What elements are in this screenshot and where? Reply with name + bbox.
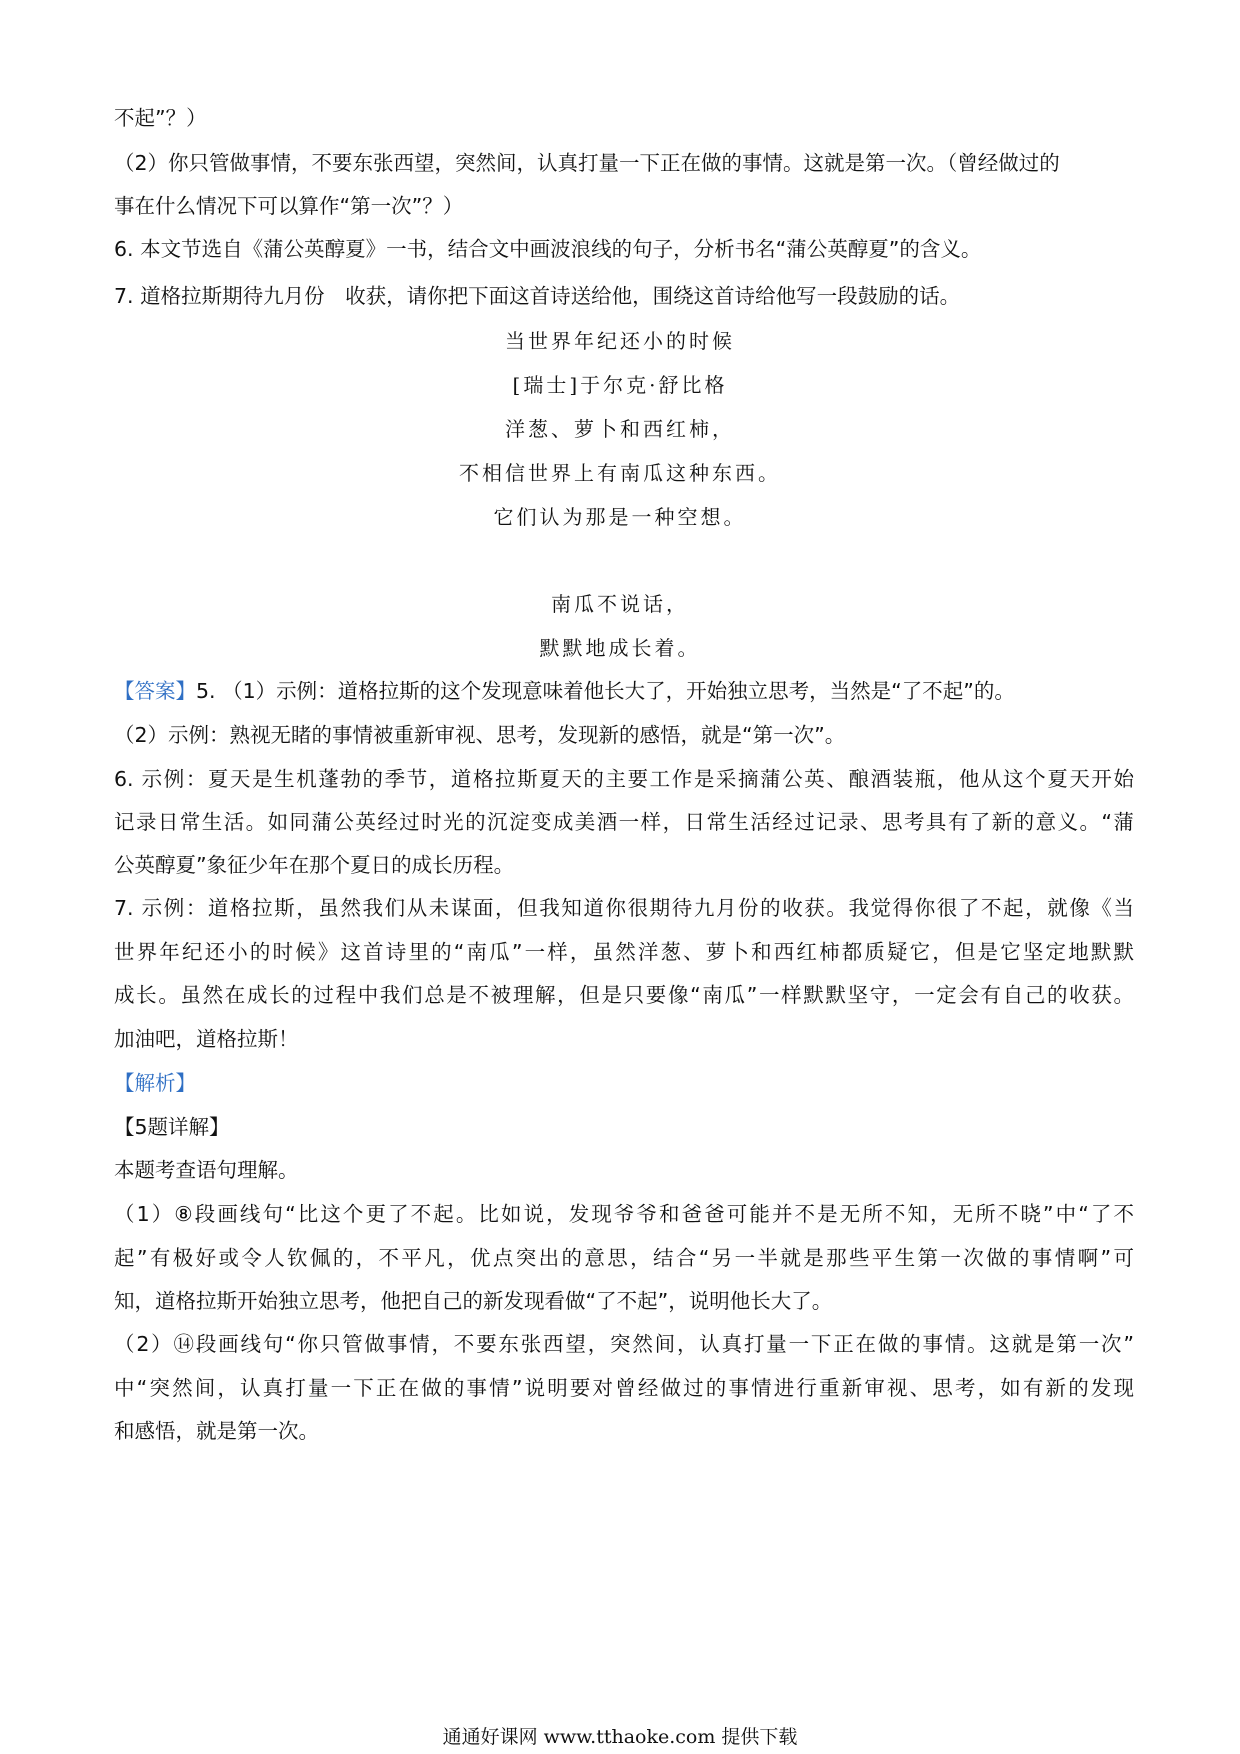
q6-dotted-char-3: 线	[591, 237, 612, 261]
q6-question-pre: 6. 本文节选自《蒲公英醇夏》一书，结合文中画	[114, 237, 551, 261]
analysis-p1-line: 知，道格拉斯开始独立思考，他把自己的新发现看做“了不起”，说明他长大了。	[114, 1289, 833, 1313]
poem-line: 不相信世界上有南瓜这种东西。	[459, 461, 781, 485]
answer-5-1	[114, 676, 1134, 706]
analysis-q5-title: 【5题详解】	[114, 1115, 230, 1139]
answer-7-line: 成长。虽然在成长的过程中我们总是不被理解，但是只要像“南瓜”一样默默坚守，一定会有自己的收获。	[114, 983, 1134, 1007]
answer-5-2: （2）示例：熟视无睹的事情被重新审视、思考，发现新的感悟，就是“第一次”。	[114, 723, 846, 747]
poem-line: 洋葱、萝卜和西红柿，	[505, 417, 735, 441]
poem-line: 默默地成长着。	[539, 636, 701, 660]
q5-question-tail: 不起”？）	[114, 106, 207, 130]
answer-7-line: 7. 示例：道格拉斯，虽然我们从未谋面，但我知道你很期待九月份的收获。我觉得你很了不起，就像《当	[114, 896, 1134, 920]
poem-title: 当世界年纪还小的时候	[505, 329, 735, 353]
poem-line: 它们认为那是一种空想。	[493, 505, 747, 529]
analysis-label: 【解析】	[114, 1071, 196, 1095]
q5-2-question-line1: （2）你只管做事情，不要东张西望，突然间，认真打量一下正在做的事情。这就是第一次。（曾经做过的	[114, 151, 1060, 175]
answer-7-line: 加油吧，道格拉斯！	[114, 1027, 299, 1051]
q6-question	[114, 234, 1134, 264]
analysis-p2-line: （2）⑭段画线句“你只管做事情，不要东张西望，突然间，认真打量一下正在做的事情。这就是第一次”	[114, 1332, 1134, 1356]
q6-dotted-char-1: 波	[550, 237, 571, 261]
analysis-p2-line: 中“突然间，认真打量一下正在做的事情”说明要对曾经做过的事情进行重新审视、思考，如有新的发现	[114, 1376, 1134, 1400]
analysis-p1-line: （1）⑧段画线句“比这个更了不起。比如说，发现爷爷和爸爸可能并不是无所不知，无所不晓”中“了不	[114, 1202, 1134, 1226]
answer-6-line: 6. 示例：夏天是生机蓬勃的季节，道格拉斯夏天的主要工作是采摘蒲公英、酿酒装瓶，他从这个夏天开始	[114, 767, 1134, 791]
q6-question-post: 的句子，分析书名“蒲公英醇夏”的含义。	[611, 237, 982, 261]
answer-6-line: 记录日常生活。如同蒲公英经过时光的沉淀变成美酒一样，日常生活经过记录、思考具有了新的意义。“蒲	[114, 810, 1134, 834]
answer-label: 【答案】	[114, 679, 196, 703]
poem-author: [瑞士]于尔克·舒比格	[512, 373, 728, 397]
analysis-p2-line: 和感悟，就是第一次。	[114, 1419, 319, 1443]
poem-line: 南瓜不说话，	[551, 592, 689, 616]
answer-7-line: 世界年纪还小的时候》这首诗里的“南瓜”一样，虽然洋葱、萝卜和西红柿都质疑它，但是它坚定地默默	[114, 940, 1134, 964]
answer-6-line: 公英醇夏”象征少年在那个夏日的成长历程。	[114, 853, 515, 877]
analysis-p1-line: 起”有极好或令人钦佩的，不平凡，优点突出的意思，结合“另一半就是那些平生第一次做的事情啊”可	[114, 1246, 1134, 1270]
q7-question: 7. 道格拉斯期待九月份 收获，请你把下面这首诗送给他，围绕这首诗给他写一段鼓励的话。	[114, 284, 961, 308]
q5-2-question-line2: 事在什么情况下可以算作“第一次”？）	[114, 194, 464, 218]
answer-5-1-text: 5. （1）示例：道格拉斯的这个发现意味着他长大了，开始独立思考，当然是“了不起”的。	[196, 679, 1015, 703]
analysis-intro: 本题考查语句理解。	[114, 1158, 299, 1182]
page-footer: 通通好课网 www.tthaoke.com 提供下载	[442, 1726, 798, 1748]
q6-dotted-char-2: 浪	[570, 237, 592, 261]
